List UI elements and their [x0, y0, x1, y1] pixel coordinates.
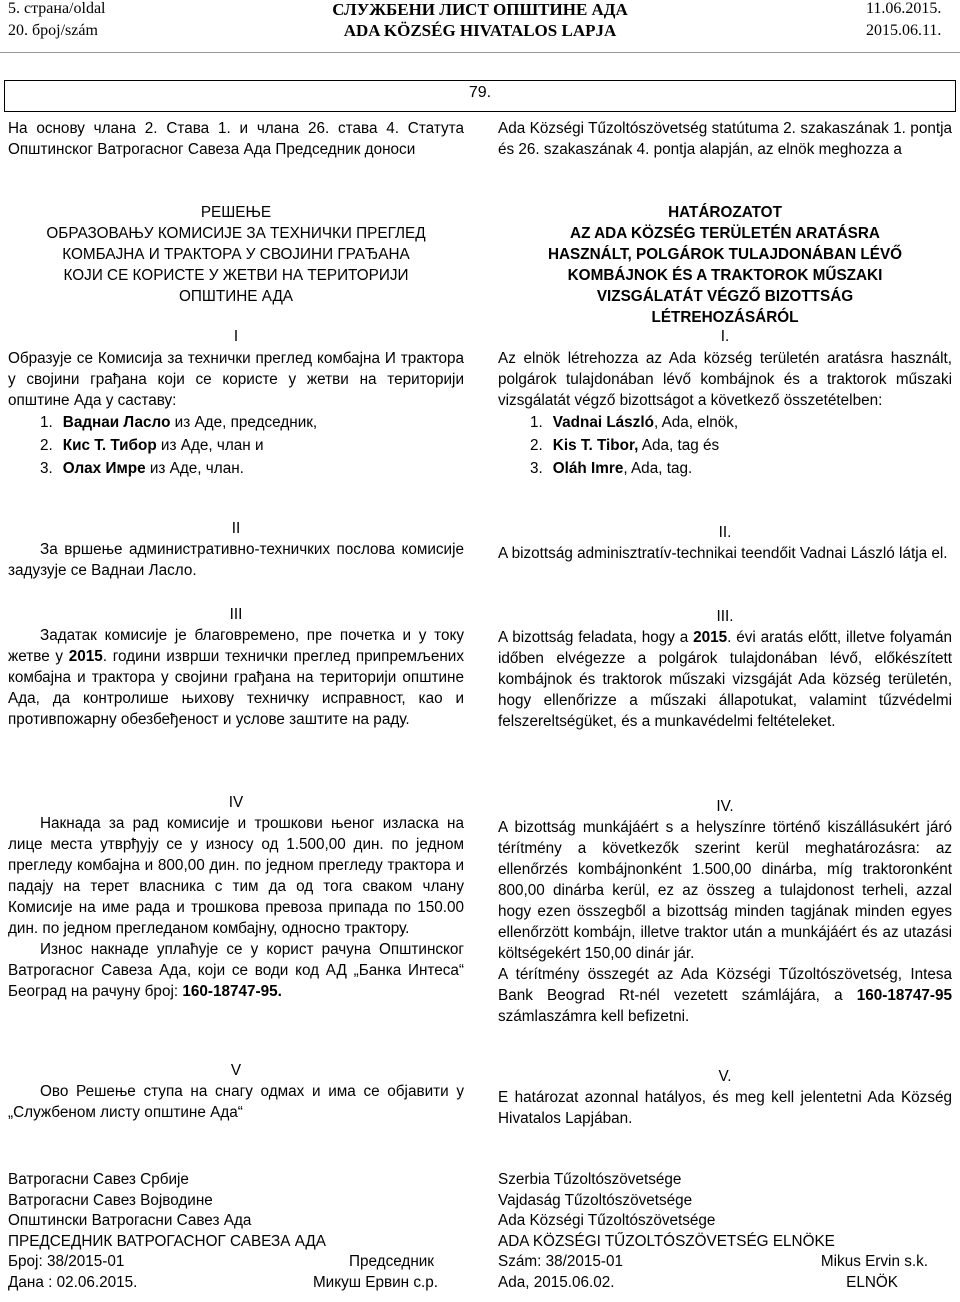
member-name: Олах Имре — [62, 460, 146, 477]
right-signature — [498, 1170, 952, 1294]
list-num: 1. — [40, 414, 53, 431]
member-rest: , Ada, tag. — [623, 460, 693, 477]
right-section-2 — [498, 522, 952, 564]
section-number: I. — [720, 328, 730, 345]
section-number: V. — [718, 1068, 732, 1085]
list-item — [40, 434, 464, 457]
heading-line-5: VIZSGÁLATÁT VÉGZŐ BIZOTTSÁG — [596, 288, 854, 305]
member-name: Kis T. Tibor, — [552, 437, 639, 454]
left-section-2 — [8, 518, 464, 581]
signature-line: Ватрогасни Савез Војводине — [8, 1191, 213, 1209]
document-number: Број: 38/2015-01 — [8, 1253, 125, 1271]
section-text-a: A bizottság feladata, hogy a — [498, 629, 694, 646]
member-name: Vadnai László — [552, 414, 654, 431]
document-date: Ada, 2015.06.02. — [498, 1273, 615, 1291]
heading-line-3: КОМБАЈНА И ТРАКТОРА У СВОЈИНИ ГРАЂАНА — [62, 246, 410, 263]
list-num: 3. — [40, 460, 53, 477]
left-heading — [8, 202, 464, 307]
account-text: Износ накнаде уплаћује се у корист рачуна Општинског Ватрогасног Савеза Ада, који се води код АД „Банка Интеса“ Београд на рачуну број: — [8, 941, 464, 1000]
list-item — [530, 457, 952, 480]
section-number: II. — [718, 524, 732, 541]
signature-row — [8, 1273, 438, 1294]
list-num: 2. — [40, 437, 53, 454]
signature-line: Општински Ватрогасни Савез Ада — [8, 1212, 252, 1230]
signatory-name: Микуш Ервин с.р. — [312, 1273, 438, 1291]
member-rest: из Аде, члан. — [145, 460, 244, 477]
left-section-4 — [8, 792, 464, 1002]
account-number: 160-18747-95 — [856, 987, 952, 1004]
signature-line: Ada Községi Tűzoltószövetsége — [498, 1212, 716, 1230]
signature-row — [498, 1273, 898, 1294]
box-left-border — [4, 80, 5, 112]
box-right-border — [955, 80, 956, 112]
left-intro — [8, 118, 464, 160]
section-text-b: . évi aratás előtt, illetve folyamán időben elvégezze a polgárok tulajdonában lévő, előkészített kombájnok és traktorok műszaki vizsgáját Ada község területén, hogy ellenőrizze a műszaki állapotukat, valamint tűzvédelmi felszereltségüket, és a munkavédelmi feltételeket. — [498, 629, 952, 730]
section-number: II — [231, 520, 241, 537]
item-number: 79. — [468, 84, 492, 101]
section-text: A bizottság munkájáért s a helyszínre történő kiszállásukért járó térítmény a következők szerint kerül meghatározásra: az ellenőrzés kombájnonként 1.500,00 dinárba, míg traktoronként 800,00 dinárba kerül, ez az összeg a tulajdonost terheli, azzal hogy ezen összegből a bizottság minden tagjának minden egyes ellenőrzött kombájn, illetve traktor után a munkájáért és az utazási költségekért 150,00 dinár jár. — [498, 819, 952, 962]
heading-line-2: ОБРАЗОВАЊУ КОМИСИЈЕ ЗА ТЕХНИЧКИ ПРЕГЛЕД — [46, 225, 426, 242]
member-rest: , Ada, elnök, — [653, 414, 739, 431]
section-text: За вршење административно-техничких послова комисије задузује се Ваднаи Ласло. — [8, 541, 464, 579]
document-number: Szám: 38/2015-01 — [498, 1253, 624, 1271]
heading-line-5: ОПШТИНЕ АДА — [178, 288, 294, 305]
document-date: Дана : 02.06.2015. — [8, 1273, 138, 1291]
issue-number: 20. број/szám — [8, 22, 98, 39]
year: 2015 — [693, 629, 728, 646]
heading-line-1: HATÁROZATOT — [668, 204, 782, 221]
right-intro — [498, 118, 952, 160]
box-mid-border — [4, 111, 956, 112]
account-text: A térítmény összegét az Ada Községi Tűzoltószövetség, Intesa Bank Beograd Rt-nél vezetett számlájára, a — [498, 966, 952, 1004]
list-item — [40, 411, 464, 434]
heading-line-4: KOMBÁJNOK ÉS A TRAKTOROK MŰSZAKI — [567, 267, 883, 284]
date-hungarian: 2015.06.11. — [866, 22, 942, 39]
box-top-border — [4, 80, 956, 81]
signature-line: ADA KÖZSÉGI TŰZOLTÓSZÖVETSÉG ELNÖKE — [498, 1232, 835, 1250]
list-item — [40, 457, 464, 480]
header-rule — [0, 52, 960, 53]
section-text: Az elnök létrehozza az Ada község területén aratásra használt, polgárok tulajdonában lévő kombájnok és a traktorok műszaki vizsgálatát végző bizottságot a következő összetételben: — [498, 350, 952, 409]
intro-text-sr: На основу члана 2. Става 1. и члана 26. става 4. Статута Општинског Ватрогасног Савеза Ада Председник доноси — [8, 120, 464, 158]
right-section-5 — [498, 1066, 952, 1129]
section-number: III. — [716, 608, 734, 625]
right-section-4 — [498, 796, 952, 1027]
signatory-title: ELNÖK — [846, 1273, 898, 1291]
section-number: IV. — [716, 798, 734, 815]
section-text — [498, 627, 952, 732]
left-signature — [8, 1170, 464, 1294]
member-name: Кис Т. Тибор — [62, 437, 157, 454]
list-item — [530, 434, 952, 457]
left-section-5 — [8, 1060, 464, 1123]
section-number: V — [230, 1062, 242, 1079]
member-rest: из Аде, председник, — [170, 414, 318, 431]
signature-line: Vajdaság Tűzoltószövetsége — [498, 1191, 693, 1209]
account-text-end: számlaszámra kell befizetni. — [498, 1008, 690, 1025]
member-name: Ваднаи Ласло — [62, 414, 171, 431]
list-item — [530, 411, 952, 434]
member-rest: Ada, tag és — [638, 437, 720, 454]
year: 2015 — [68, 648, 103, 665]
right-section-3 — [498, 606, 952, 732]
right-section-1 — [498, 326, 952, 480]
section-text — [8, 625, 464, 730]
date-serbian: 11.06.2015. — [866, 0, 942, 17]
signatory-name: Mikus Ervin s.k. — [820, 1253, 928, 1271]
right-heading — [498, 202, 952, 328]
section-text: Образује се Комисија за технички преглед комбајна И трактора у својини грађана који се користе у жетви на територији општине Ада у саставу: — [8, 350, 464, 409]
heading-line-2: AZ ADA KÖZSÉG TERÜLETÉN ARATÁSRA — [570, 225, 880, 242]
section-number: IV — [228, 794, 244, 811]
signature-line: Szerbia Tűzoltószövetsége — [498, 1171, 682, 1188]
heading-line-4: КОЈИ СЕ КОРИСТЕ У ЖЕТВИ НА ТЕРИТОРИЈИ — [63, 267, 409, 284]
signature-row — [8, 1252, 438, 1273]
section-text: Накнада за рад комисије и трошкови њеног изласка на лице места утврђују се у износу од 1.500,00 дин. по једном прегледу комбајна и 800,00 дин. по једном прегледу трактора и падају на терет власника с тим да од тога сваком члану Комисије на име рада и трошкова превоза припада по 150.00 дин. по једном прегледаном комбајну, односно трактору. — [8, 815, 464, 937]
heading-line-1: РЕШЕЊЕ — [200, 204, 272, 221]
section-text: A bizottság adminisztratív-technikai teendőit Vadnai László látja el. — [498, 545, 948, 562]
section-text-b: . години изврши технички преглед припремљених комбајна и трактора у својини грађана на територији општине Ада, да контролише њихову техничку исправност, као и противпожарну обезбеђеност и услове заштите на раду. — [8, 648, 464, 728]
signature-row — [498, 1252, 928, 1273]
member-list — [498, 411, 952, 480]
left-section-1 — [8, 326, 464, 480]
member-name: Oláh Imre — [552, 460, 624, 477]
member-rest: из Аде, члан и — [156, 437, 264, 454]
list-num: 2. — [530, 437, 543, 454]
journal-title-serbian: СЛУЖБЕНИ ЛИСТ ОПШТИНЕ АДА — [332, 0, 628, 19]
intro-text-hu: Ada Községi Tűzoltószövetség statútuma 2. szakaszának 1. pontja és 26. szakaszának 4. pontja alapján, az elnök meghozza a — [498, 120, 952, 158]
account-number: 160-18747-95. — [182, 983, 282, 1000]
section-text: Ово Решење ступа на снагу одмах и има се објавити у „Службеном листу општине Ада“ — [8, 1083, 464, 1121]
signature-line: ПРЕДСЕДНИК ВАТРОГАСНОГ САВЕЗА АДА — [8, 1232, 326, 1250]
section-text-a: Задатак комисије је благовремено, пре почетка и у току жетве у — [8, 627, 464, 665]
section-number: I — [233, 328, 239, 345]
section-text — [498, 964, 952, 1027]
heading-line-3: HASZNÁLT, POLGÁROK TULAJDONÁBAN LÉVŐ — [547, 246, 903, 263]
section-text: E határozat azonnal hatályos, és meg kell jelentetni Ada Község Hivatalos Lapjában. — [498, 1089, 952, 1127]
section-text — [8, 939, 464, 1002]
heading-line-6: LÉTREHOZÁSÁRÓL — [651, 309, 799, 326]
signatory-title: Председник — [348, 1253, 434, 1271]
list-num: 3. — [530, 460, 543, 477]
list-num: 1. — [530, 414, 543, 431]
left-section-3 — [8, 604, 464, 730]
member-list — [8, 411, 464, 480]
journal-title-hungarian: ADA KÖZSÉG HIVATALOS LAPJA — [343, 21, 617, 40]
page-number: 5. страна/oldal — [8, 0, 106, 17]
signature-line: Ватрогасни Савез Србије — [8, 1171, 189, 1188]
section-number: III — [229, 606, 243, 623]
